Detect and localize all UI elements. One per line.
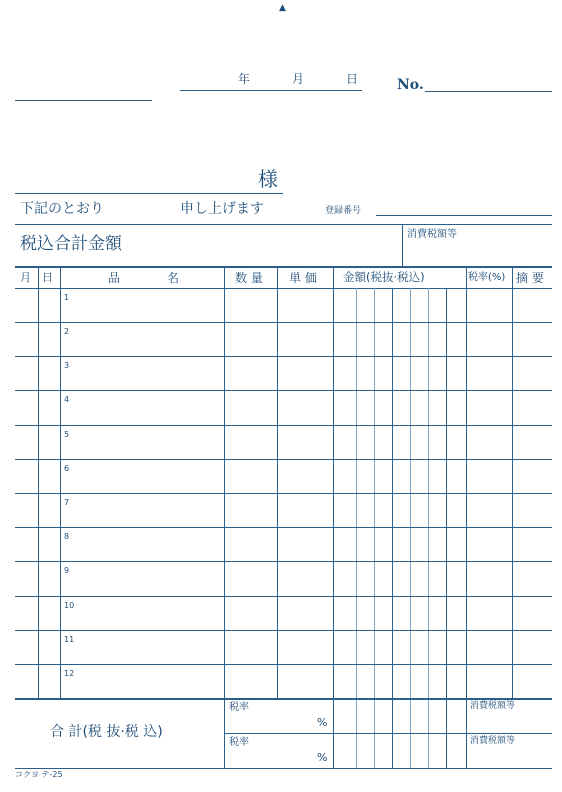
col-quantity-header: 数 量 [235,271,263,285]
footer-percent-1: % [317,716,328,729]
row-line-6 [15,493,552,494]
row-line-4 [15,425,552,426]
honorific-label: 様 [258,167,278,191]
date-line [180,90,362,91]
row-number-8: 8 [64,532,70,541]
row-number-3: 3 [64,361,70,370]
row-line-10 [15,630,552,631]
product-code: コクヨ テ-25 [15,770,63,779]
footer-rate-label-2: 税率 [229,737,249,748]
recipient-line [15,193,283,194]
footer-bottom [15,768,552,769]
total-incl-tax-label: 税込合計金額 [20,234,122,254]
row-line-1 [15,322,552,323]
date-day-label: 日 [346,72,359,86]
digit-line-1 [356,288,357,768]
total-box-divider [402,224,403,266]
row-line-2 [15,356,552,357]
registration-line [376,215,552,216]
footer-rate-label-1: 税率 [229,702,249,713]
col-remarks-header: 摘 要 [516,271,544,285]
row-number-12: 12 [64,669,75,678]
row-line-7 [15,527,552,528]
row-number-9: 9 [64,566,70,575]
col-line-item-qty [224,266,225,768]
footer-tax-label-1: 消費税額等 [470,701,516,711]
row-number-10: 10 [64,601,75,610]
row-line-11 [15,664,552,665]
digit-line-3 [392,288,393,768]
left-header-line [15,100,152,101]
row-number-4: 4 [64,395,70,404]
row-number-2: 2 [64,327,70,336]
date-year-label: 年 [238,72,251,86]
statement-text: 下記のとおり [20,201,104,217]
col-line-rate-remarks [512,266,513,698]
date-month-label: 月 [292,72,305,86]
request-text: 申し上げます [180,201,264,217]
footer-tax-label-2: 消費税額等 [470,736,516,746]
digit-line-5 [428,288,429,768]
registration-label: 登録番号 [325,206,362,216]
digit-line-4 [410,288,411,768]
col-amount-header: 金額(税抜·税込) [343,270,425,284]
col-item-header-b: 名 [167,271,180,285]
col-line-amount-rate [466,266,467,768]
col-month-header: 月 [20,271,31,284]
col-item-header-a: 品 [108,271,121,285]
col-tax-rate-header: 税率(%) [468,272,506,283]
row-number-11: 11 [64,635,75,644]
row-number-7: 7 [64,498,70,507]
footer-middle [224,733,552,734]
row-line-5 [15,459,552,460]
col-line-day-item [60,266,61,698]
row-line-8 [15,561,552,562]
footer-top [15,698,552,700]
row-number-1: 1 [64,293,70,302]
col-unit-price-header: 単 価 [289,271,317,285]
header-bottom [15,288,552,289]
table-top [15,266,552,268]
row-line-9 [15,596,552,597]
row-number-5: 5 [64,430,70,439]
top-marker: ▲ [279,3,286,13]
footer-percent-2: % [317,751,328,764]
number-label: No. [397,77,424,93]
total-box-top [15,224,552,225]
col-line-month-day [38,266,39,698]
col-line-price-amount [333,266,334,768]
footer-total-label: 合 計(税 抜·税 込) [50,724,163,740]
row-line-3 [15,390,552,391]
digit-line-6 [446,288,447,768]
col-line-qty-price [277,266,278,698]
row-number-6: 6 [64,464,70,473]
col-day-header: 日 [42,271,53,284]
number-line [425,91,552,92]
digit-line-2 [374,288,375,768]
consumption-tax-header-label: 消費税額等 [407,229,457,240]
